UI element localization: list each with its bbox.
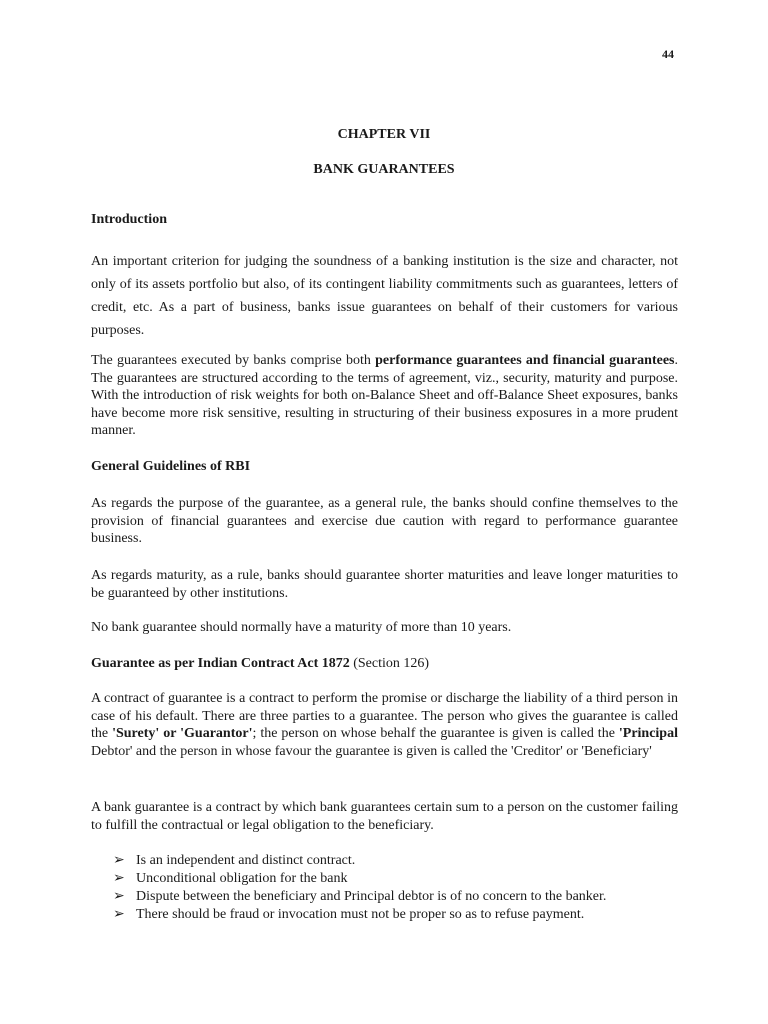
bank-guarantee-definition-paragraph: A bank guarantee is a contract by which bank guarantees certain sum to a person on the customer failing to fulfill the contractual or legal obligation to the beneficiary.	[91, 800, 678, 833]
guarantee-types-text-2: . The guarantees are structured according to the terms of agreement, viz., security, maturity and purpose. With the introduction of risk weights for both on-Balance Sheet and off-Balance Sheet exposures, banks have become more risk sensitive, resulting in structuring of their business exposures in a more prudent manner.	[91, 353, 678, 438]
list-item	[113, 852, 673, 870]
arrow-bullet-icon: ➢	[113, 871, 125, 886]
rbi-maturity-paragraph: As regards maturity, as a rule, banks should guarantee shorter maturities and leave longer maturities to be guaranteed by other institutions.	[91, 568, 678, 601]
list-item	[113, 906, 673, 924]
rbi-guidelines-heading: General Guidelines of RBI	[91, 459, 251, 474]
bank-guarantee-features-list	[113, 852, 673, 924]
contract-of-guarantee-paragraph	[91, 690, 678, 760]
introduction-heading: Introduction	[91, 212, 167, 227]
guarantee-types-paragraph	[91, 352, 678, 440]
introduction-paragraph: An important criterion for judging the soundness of a banking institution is the size and character, not only of its assets portfolio but also, of its contingent liability commitments such as guarantees, letters of credit, etc. As a part of business, banks issue guarantees on behalf of their customers for various purposes.	[91, 254, 678, 338]
principal-bold: 'Principal	[618, 726, 678, 741]
list-item-text: Unconditional obligation for the bank	[136, 871, 348, 886]
page-number: 44	[662, 47, 674, 61]
contract-text-3: Debtor' and the person in whose favour the guarantee is given is called the 'Creditor' or 'Beneficiary'	[91, 743, 652, 759]
arrow-bullet-icon: ➢	[113, 907, 125, 922]
list-item-text: Dispute between the beneficiary and Principal debtor is of no concern to the banker.	[136, 889, 607, 904]
list-item-text: Is an independent and distinct contract.	[136, 853, 356, 868]
contract-act-heading-bold: Guarantee as per Indian Contract Act 1872	[91, 656, 350, 671]
chapter-number: CHAPTER VII	[337, 127, 431, 142]
list-item-text: There should be fraud or invocation must not be proper so as to refuse payment.	[136, 907, 585, 922]
arrow-bullet-icon: ➢	[113, 889, 125, 904]
guarantee-types-bold: performance guarantees and financial guarantees	[375, 353, 675, 368]
list-item	[113, 870, 673, 888]
contract-act-heading	[91, 656, 678, 672]
rbi-purpose-paragraph: As regards the purpose of the guarantee, as a general rule, the banks should confine themselves to the provision of financial guarantees and exercise due caution with regard to performance guarantee business.	[91, 496, 678, 546]
rbi-max-maturity-paragraph: No bank guarantee should normally have a maturity of more than 10 years.	[91, 620, 512, 635]
chapter-title: BANK GUARANTEES	[313, 162, 455, 177]
surety-guarantor-bold: 'Surety' or 'Guarantor'	[112, 726, 253, 741]
guarantee-types-text-1: The guarantees executed by banks comprise both	[91, 353, 376, 368]
contract-act-section: (Section 126)	[349, 656, 430, 671]
contract-text-1: A contract of guarantee is a contract to perform the promise or discharge the liability of a third person in case of his default. There are three parties to a guarantee. The person who gives the guarantee is called the	[91, 691, 678, 741]
arrow-bullet-icon: ➢	[113, 853, 125, 868]
list-item	[113, 888, 673, 906]
contract-text-2: ; the person on whose behalf the guarantee is given is called the	[252, 726, 619, 741]
